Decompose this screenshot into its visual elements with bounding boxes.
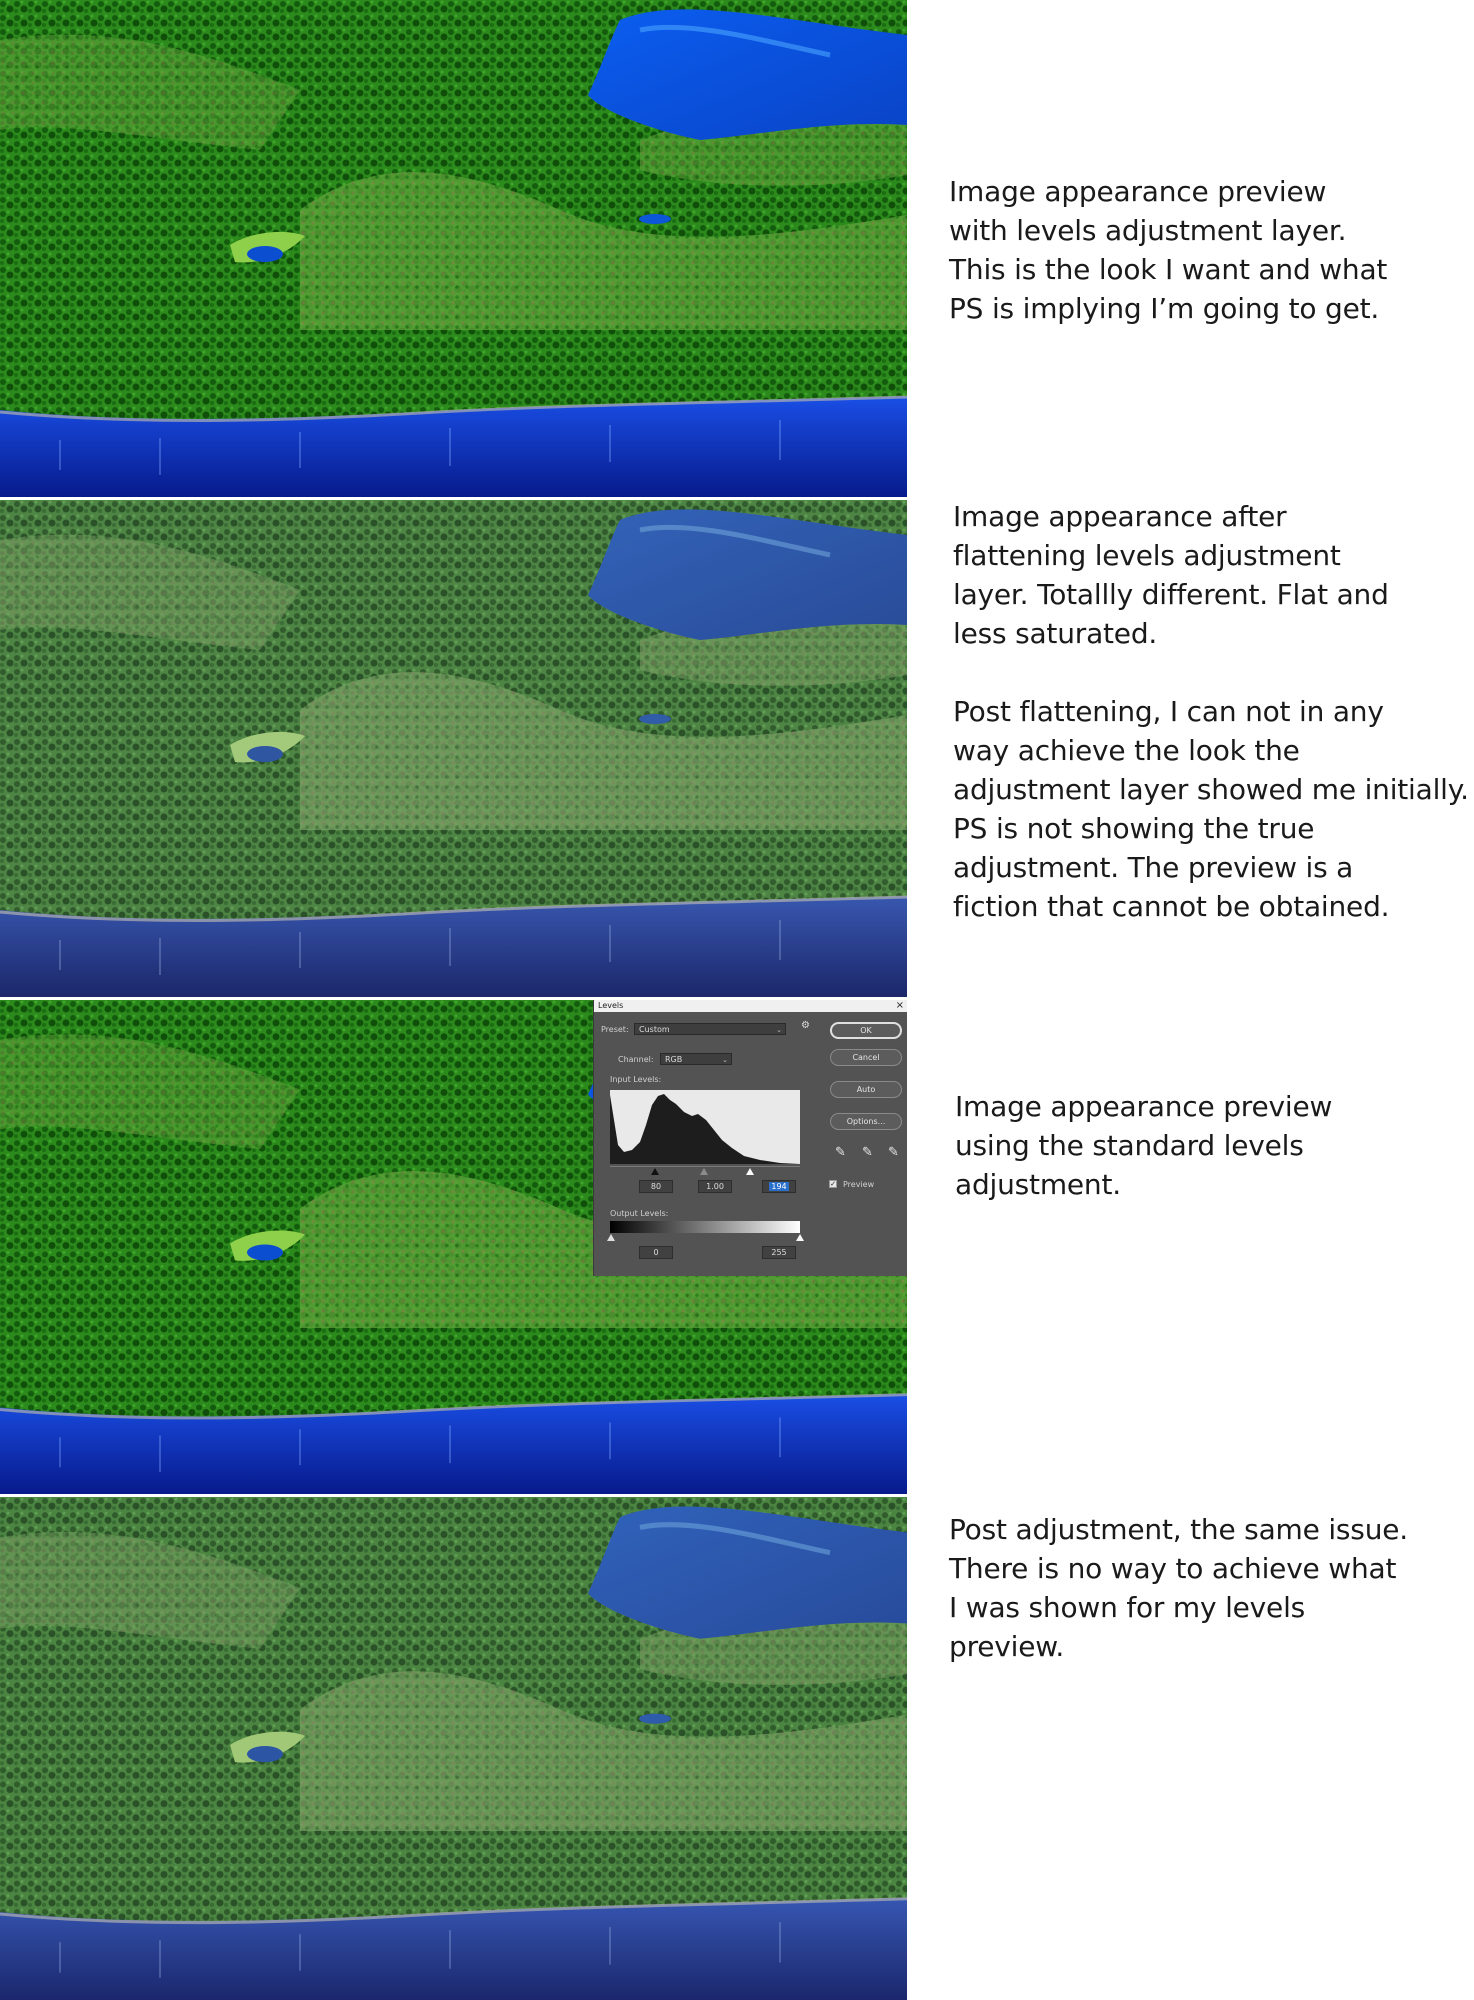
input-white-value: 194	[771, 1182, 787, 1191]
input-levels-label: Input Levels:	[610, 1075, 662, 1084]
landscape-panel-post-adjustment	[0, 1497, 907, 2000]
caption-panel-3	[955, 1087, 1332, 1204]
ok-button[interactable]: OK	[830, 1022, 902, 1039]
input-gamma-field[interactable]: 1.00	[698, 1180, 732, 1193]
landscape-image	[0, 0, 907, 497]
caption-panel-1	[949, 172, 1387, 328]
channel-dropdown[interactable]	[660, 1053, 732, 1065]
channel-label: Channel:	[618, 1055, 654, 1064]
input-slider-track	[610, 1166, 800, 1167]
input-white-field[interactable]	[762, 1180, 796, 1193]
gray-eyedropper-icon[interactable]: ✎	[862, 1145, 873, 1160]
input-gamma-slider[interactable]	[700, 1168, 708, 1175]
preset-label: Preset:	[601, 1025, 629, 1034]
chevron-down-icon: ⌄	[722, 1056, 728, 1064]
caption-text: Image appearance preview with levels adjustment layer. This is the look I want and what PS is implying I’m going to get.	[949, 175, 1388, 325]
dialog-titlebar	[594, 1000, 907, 1012]
preview-label: Preview	[843, 1180, 875, 1189]
caption-panel-4	[949, 1510, 1408, 1666]
preset-dropdown[interactable]	[634, 1023, 786, 1035]
input-black-slider[interactable]	[651, 1168, 659, 1175]
landscape-image	[0, 500, 907, 997]
caption-text: Post flattening, I can not in any way achieve the look the adjustment layer showed me initially. PS is not showing the true adjustment. The preview is a fiction that cannot be obtained.	[953, 695, 1469, 923]
landscape-panel-after-flattening	[0, 500, 907, 997]
histogram	[610, 1090, 800, 1164]
histogram-graph	[610, 1090, 800, 1164]
input-black-field[interactable]: 80	[639, 1180, 673, 1193]
output-black-slider[interactable]	[607, 1234, 615, 1241]
caption-text: Image appearance preview using the standard levels adjustment.	[955, 1090, 1333, 1201]
caption-text: Post adjustment, the same issue. There is no way to achieve what I was shown for my levels preview.	[949, 1513, 1408, 1663]
preview-checkbox[interactable]: ✓	[830, 1180, 836, 1188]
cancel-button[interactable]: Cancel	[830, 1049, 902, 1066]
caption-panel-2	[953, 497, 1469, 926]
output-white-slider[interactable]	[796, 1234, 804, 1241]
landscape-panel-preview-adjustment-layer	[0, 0, 907, 497]
black-eyedropper-icon[interactable]: ✎	[835, 1145, 846, 1160]
levels-dialog	[594, 1000, 907, 1276]
output-white-field[interactable]: 255	[762, 1246, 796, 1259]
white-eyedropper-icon[interactable]: ✎	[888, 1145, 899, 1160]
output-gradient	[610, 1221, 800, 1233]
channel-value: RGB	[665, 1055, 683, 1064]
output-black-field[interactable]: 0	[639, 1246, 673, 1259]
dialog-title: Levels	[598, 1001, 624, 1010]
input-white-slider[interactable]	[746, 1168, 754, 1175]
landscape-image	[0, 1497, 907, 2000]
close-icon[interactable]: ×	[895, 1000, 904, 1011]
chevron-down-icon: ⌄	[776, 1026, 782, 1034]
output-levels-label: Output Levels:	[610, 1209, 669, 1218]
options-button[interactable]: Options...	[830, 1113, 902, 1130]
caption-text: Image appearance after flattening levels adjustment layer. Totallly different. Flat and less saturated.	[953, 500, 1389, 650]
preset-value: Custom	[639, 1025, 670, 1034]
auto-button[interactable]: Auto	[830, 1081, 902, 1098]
gear-icon[interactable]: ⚙	[801, 1020, 810, 1031]
